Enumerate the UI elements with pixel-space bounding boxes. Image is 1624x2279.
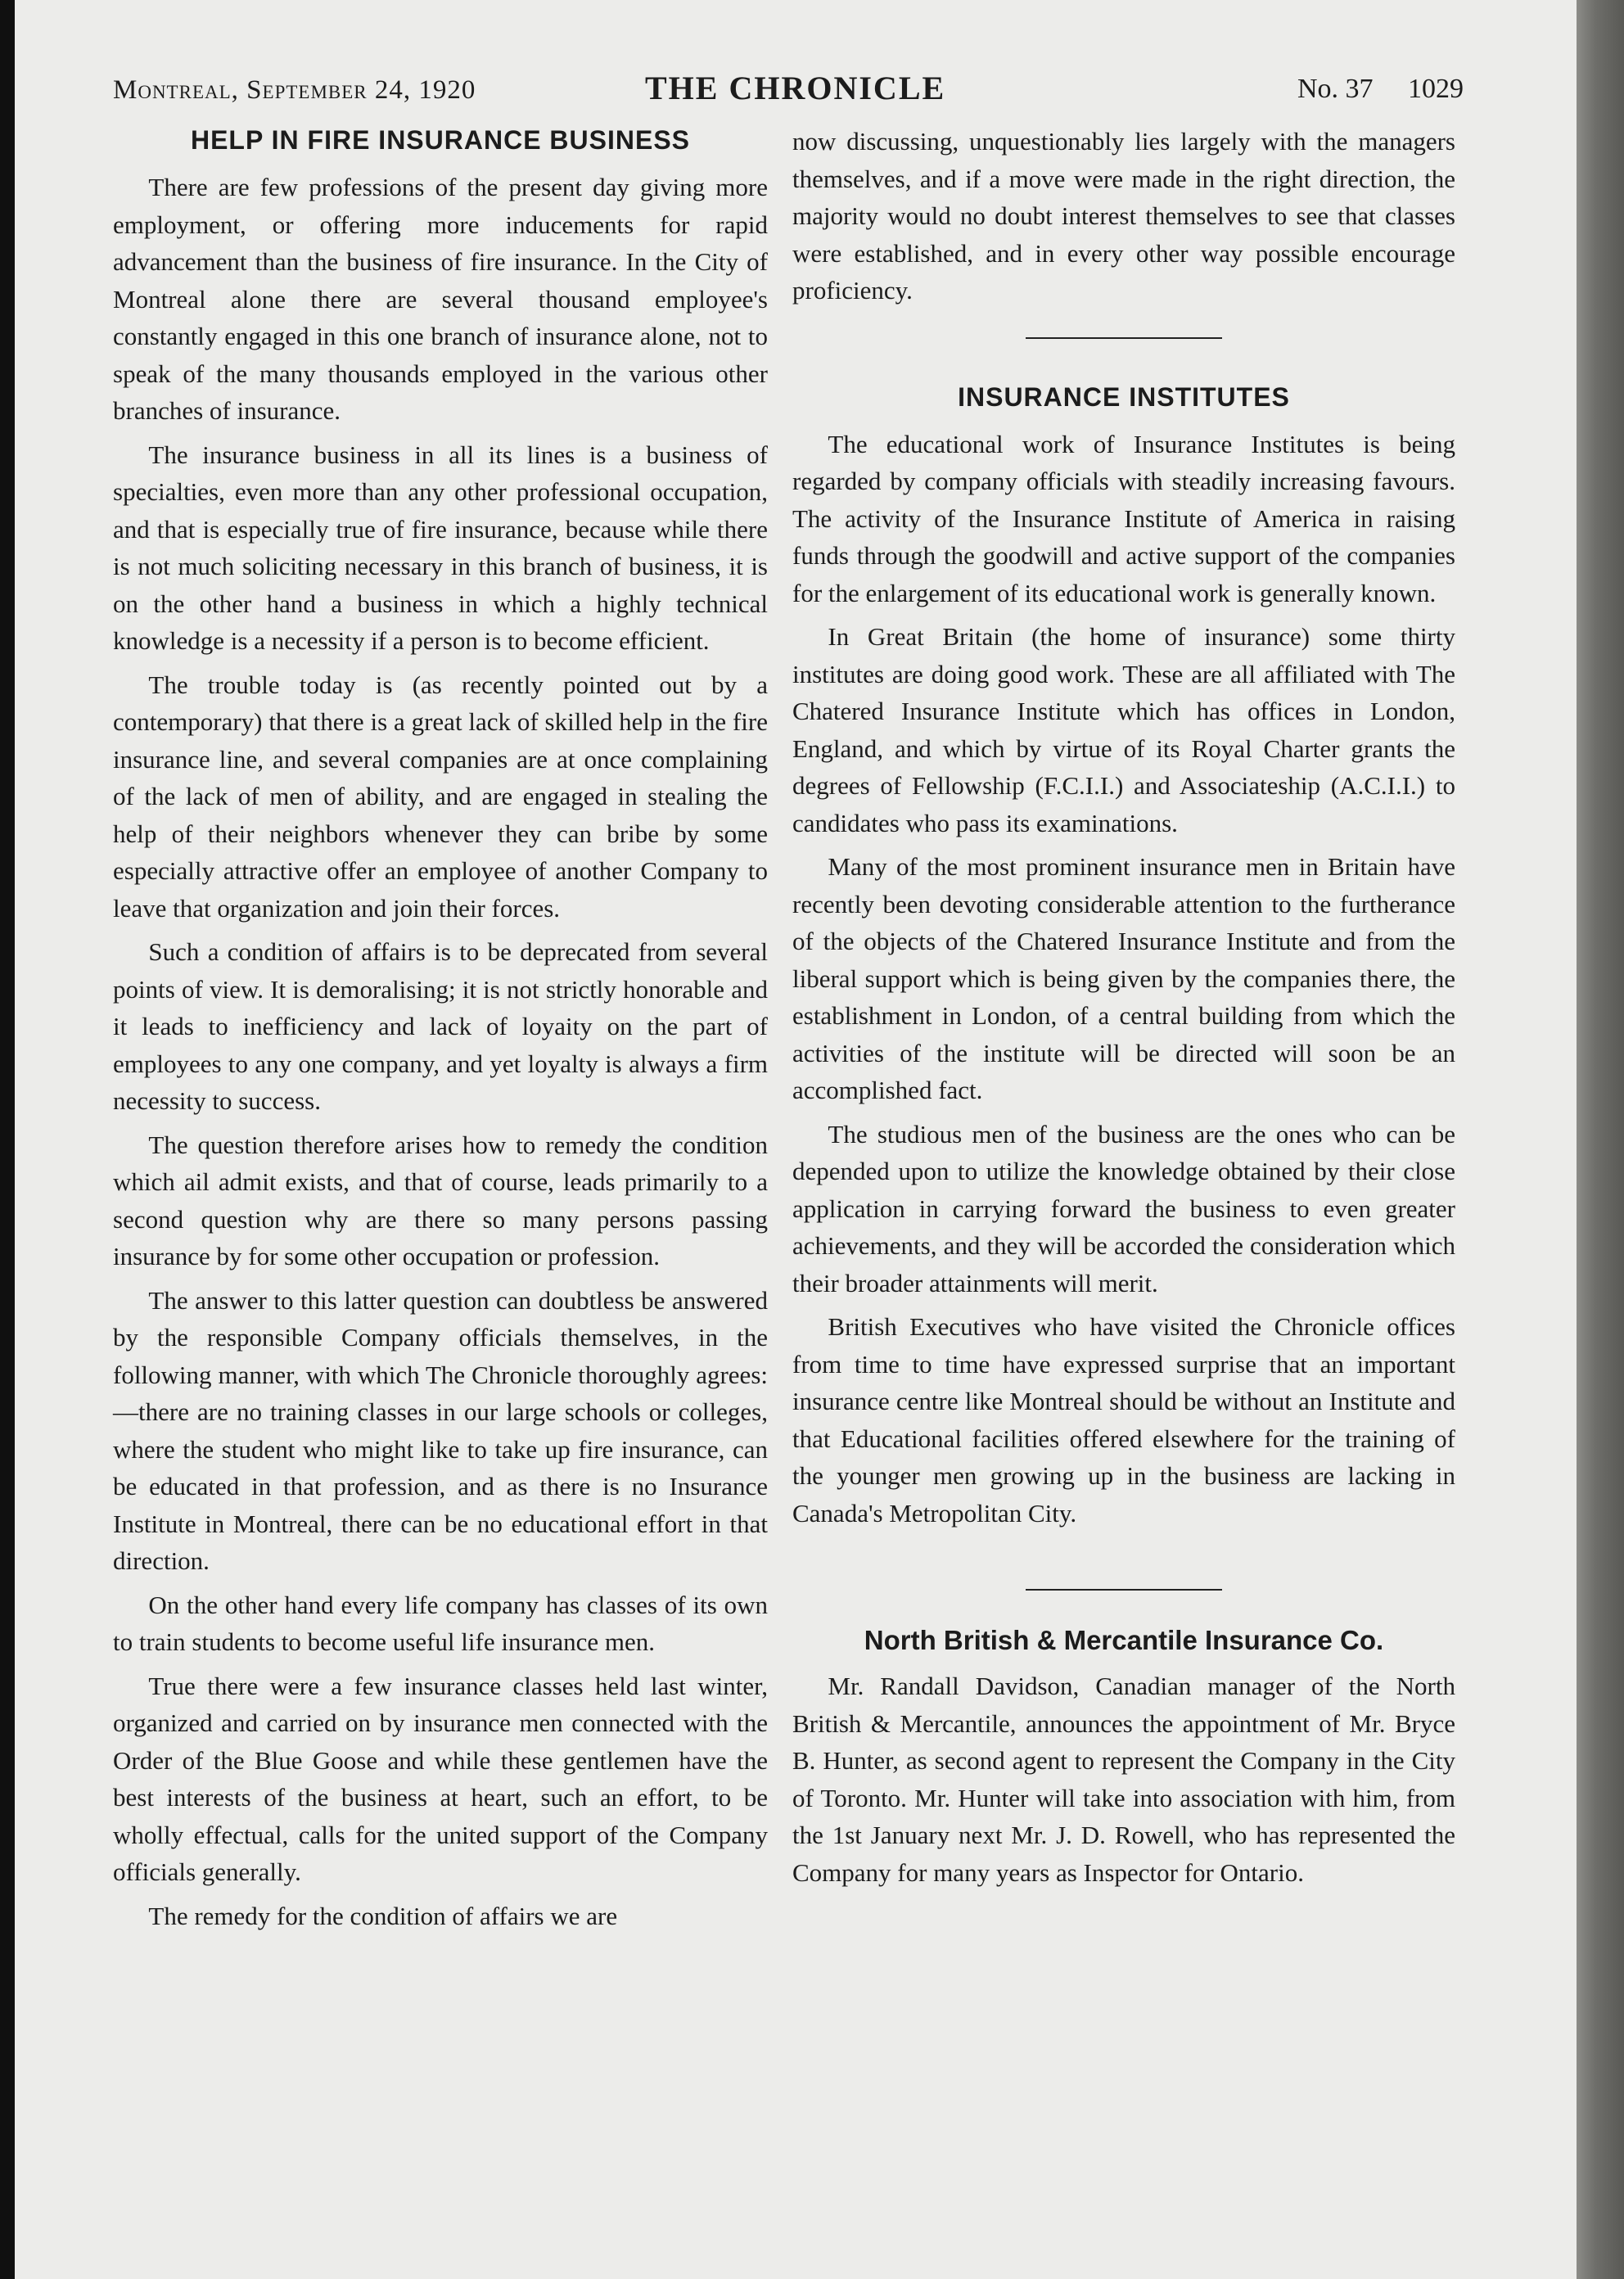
scan-left-edge — [0, 0, 15, 2279]
page-number: 1029 — [1408, 74, 1464, 104]
paragraph: In Great Britain (the home of insurance) some thirty institutes are doing good work. These are all affiliated with The Chatered Insurance Institute which has offices in London, England, and which by virtue of its Royal Charter grants the degrees of Fellowship (F.C.I.I.) and Associateship (A.C.I.I.) to candidates who pass its examinations. — [792, 622, 1455, 837]
paragraph: True there were a few insurance classes held last winter, organized and carried on by insurance men connected with the Order of the Blue Goose and while these gentlemen have the best interests of the business at heart, such an effort, to be wholly effectual, calls for the united support of the Company officials generally. — [113, 1671, 768, 1886]
section-divider — [1026, 1589, 1222, 1591]
article-heading-insurance-institutes: INSURANCE INSTITUTES — [958, 381, 1290, 412]
issue-number: No. 37 — [1297, 74, 1374, 104]
running-header — [113, 64, 1464, 113]
paragraph: The insurance business in all its lines is a business of specialties, even more than any other professional occupation, and that is especially true of fire insurance, because while there is not much soliciting necessary in this branch of business, it is on the other hand a business in which a highly technical knowledge is a necessity if a person is to become efficient. — [113, 440, 768, 655]
paragraph: There are few professions of the present day giving more employment, or offering more inducements for rapid advancement than the business of fire insurance. In the City of Montreal alone there are several thousand employee's constantly engaged in this one branch of insurance alone, not to speak of the many thousands employed in the various other branches of insurance. — [113, 173, 768, 425]
publication-title: THE CHRONICLE — [645, 70, 946, 106]
paragraph: The educational work of Insurance Institutes is being regarded by company officials with steadily increasing favours. The activity of the Insurance Institute of America in raising funds through the goodwill and active support of the companies for the enlargement of its educational work is generally known. — [792, 429, 1455, 607]
left-column — [113, 123, 768, 1941]
paragraph: On the other hand every life company has classes of its own to train students to become useful life insurance men. — [113, 1590, 768, 1656]
paragraph: The trouble today is (as recently pointed out by a contemporary) that there is a great lack of skilled help in the fire insurance line, and several companies are at once complaining of the lack of men of ability, and are engaged in stealing the help of their neighbors whenever they can bribe by some especially attractive offer an employee of another Company to leave that organization and join their forces. — [113, 670, 768, 923]
article-heading-north-british: North British & Mercantile Insurance Co. — [864, 1625, 1384, 1655]
paragraph: The answer to this latter question can doubtless be answered by the responsible Company officials themselves, in the following manner, with which The Chronicle thoroughly agrees:—there are no training classes in our large schools or colleges, where the student who might like to take up fire insurance, can be educated in that profession, and as there is no Insurance Institute in Montreal, there can be no educational effort in that direction. — [113, 1285, 768, 1575]
paragraph: The remedy for the condition of affairs we are — [148, 1901, 618, 1930]
article-heading-fire-insurance: HELP IN FIRE INSURANCE BUSINESS — [190, 125, 691, 155]
issue-info — [1270, 74, 1464, 105]
section-divider — [1026, 337, 1222, 339]
paragraph: Many of the most prominent insurance men in Britain have recently been devoting considerable attention to the furtherance of the objects of the Chatered Insurance Institute and from the liberal support which is being given by the companies there, the establishment in London, of a central building from which the activities of the institute will be directed will soon be an accomplished fact. — [792, 852, 1455, 1104]
paragraph-continuation: now discussing, unquestionably lies largely with the managers themselves, and if a move were made in the right direction, the majority would no doubt interest themselves to see that classes were established, and in every other way possible encourage proficiency. — [792, 127, 1455, 305]
paragraph: The question therefore arises how to remedy the condition which ail admit exists, and that of course, leads primarily to a second question why are there so many persons passing insurance by for some other occupation or profession. — [113, 1130, 768, 1270]
paragraph: Mr. Randall Davidson, Canadian manager of the North British & Mercantile, announces the appointment of Mr. Bryce B. Hunter, as second agent to represent the Company in the City of Toronto. Mr. Hunter will take into association with him, from the 1st January next Mr. J. D. Rowell, who has represented the Company for many years as Inspector for Ontario. — [792, 1672, 1455, 1887]
paragraph: British Executives who have visited the Chronicle offices from time to time have expressed surprise that an important insurance centre like Montreal should be without an Institute and that Educational facilities offered elsewhere for the training of the younger men growing up in the business are lacking in Canada's Metropolitan City. — [792, 1312, 1455, 1528]
page-binding-edge — [1577, 0, 1624, 2279]
newspaper-page — [15, 0, 1577, 2279]
paragraph: The studious men of the business are the ones who can be depended upon to utilize the knowledge obtained by their close application in carrying forward the business to even greater achievements, and they will be accorded the consideration which their broader attainments will merit. — [792, 1119, 1455, 1297]
paragraph: Such a condition of affairs is to be deprecated from several points of view. It is demoralising; it is not strictly honorable and it leads to inefficiency and lack of loyaity on the part of employees to any one company, and yet loyalty is always a firm necessity to success. — [113, 937, 768, 1115]
right-column — [792, 123, 1455, 1898]
dateline: Montreal, September 24, 1920 — [113, 75, 476, 105]
